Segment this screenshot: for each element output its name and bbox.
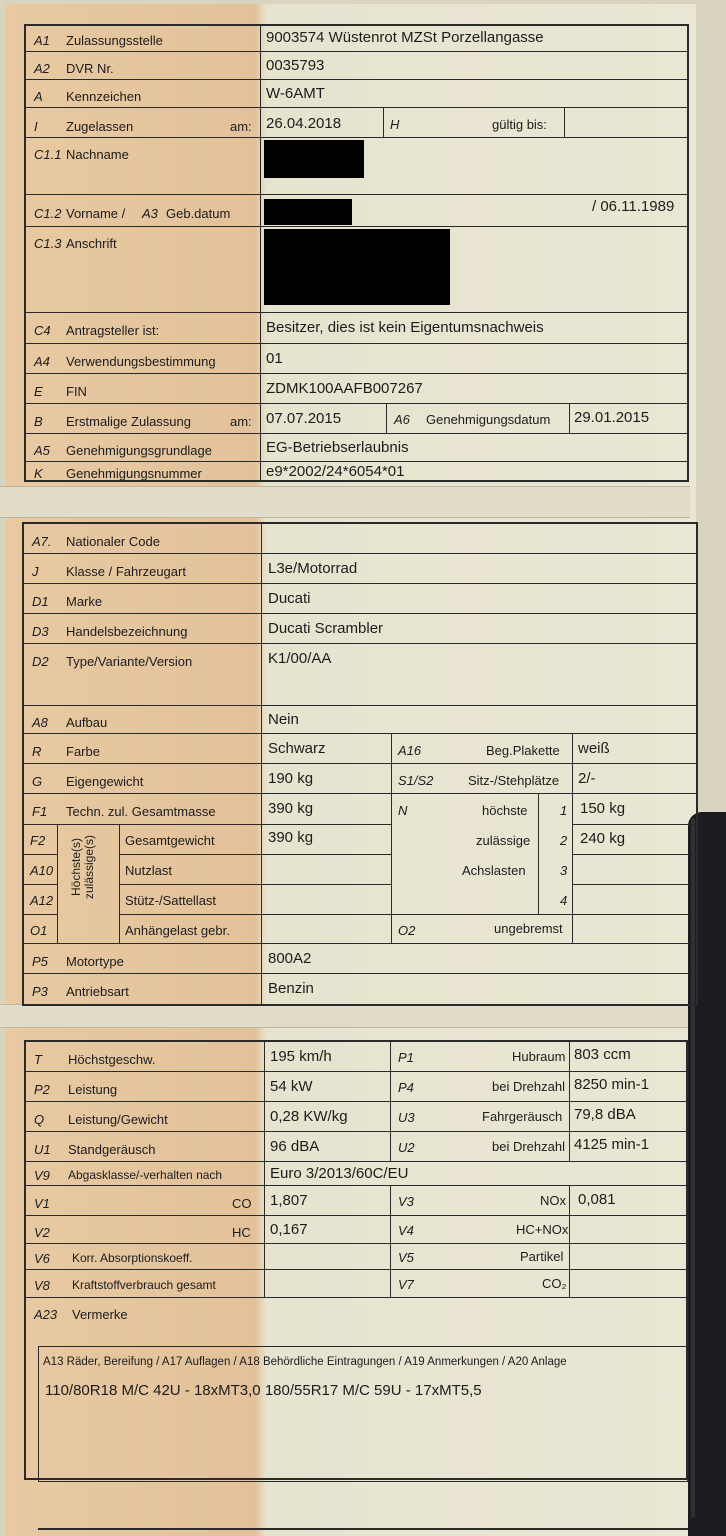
label-anschrift: Anschrift (66, 236, 117, 251)
row-a23 (26, 1298, 686, 1348)
code-c13: C1.3 (34, 236, 62, 251)
code-a7: A7. (32, 534, 52, 549)
vertical-line2: zulässige(s) (82, 834, 96, 900)
axle-2: 2 (560, 833, 568, 848)
value-sitzplaetze: 2/- (578, 770, 596, 787)
vertical-line1: Höchste(s) (69, 838, 83, 897)
row-c12 (26, 195, 687, 227)
value-axle-2: 240 kg (580, 830, 626, 847)
value-zugelassen: 26.04.2018 (266, 115, 342, 132)
paper-fold (0, 486, 690, 518)
code-f1: F1 (32, 804, 48, 819)
axle-1: 1 (560, 803, 568, 818)
value-a13-tyres: 110/80R18 M/C 42U - 18xMT3,0 180/55R17 M/C 59U - 17xMT5,5 (45, 1382, 482, 1399)
row-v9 (26, 1162, 686, 1186)
code-t: T (34, 1052, 42, 1067)
label-drehzahl-u2: bei Drehzahl (492, 1139, 565, 1154)
label-nox: NOx (540, 1193, 566, 1208)
row-r (24, 734, 696, 764)
code-v9: V9 (34, 1168, 50, 1183)
label-klasse: Klasse / Fahrzeugart (66, 564, 186, 579)
code-a23: A23 (34, 1307, 58, 1322)
label-leistung-gewicht: Leistung/Gewicht (68, 1112, 168, 1127)
code-v2: V2 (34, 1225, 50, 1240)
value-genehmigungsgrundlage: EG-Betriebserlaubnis (266, 439, 409, 456)
value-motortype: 800A2 (268, 950, 312, 967)
row-a8 (24, 706, 696, 734)
label-zulassungsstelle: Zulassungsstelle (66, 33, 163, 48)
label-gesamtmasse: Techn. zul. Gesamtmasse (66, 804, 216, 819)
value-genehmigungsdatum: 29.01.2015 (574, 409, 650, 426)
code-h: H (390, 117, 400, 132)
label-gesamtgewicht: Gesamtgewicht (125, 833, 215, 848)
row-u1 (26, 1132, 686, 1162)
code-v1: V1 (34, 1196, 50, 1211)
value-hoechstgeschw: 195 km/h (270, 1048, 332, 1065)
value-farbe: Schwarz (268, 740, 326, 757)
label-anhaengelast: Anhängelast gebr. (125, 923, 230, 938)
section-vehicle-data (22, 522, 698, 1006)
label-vermerke: Vermerke (72, 1307, 128, 1322)
redacted-vorname (264, 199, 352, 225)
label-abgasklasse: Abgasklasse/-verhalten nach (68, 1168, 223, 1182)
code-v3: V3 (398, 1194, 414, 1209)
value-type: K1/00/AA (268, 650, 332, 667)
code-i: I (34, 119, 38, 134)
code-d3: D3 (32, 624, 49, 639)
value-kennzeichen: W-6AMT (266, 85, 325, 102)
code-u3: U3 (398, 1110, 415, 1125)
code-p2: P2 (34, 1082, 50, 1097)
label-co: CO (232, 1196, 252, 1211)
code-a10: A10 (30, 863, 54, 878)
section-a13-remarks (38, 1346, 688, 1482)
label-hoechste-zulaessige (70, 824, 96, 910)
value-hubraum: 803 ccm (574, 1046, 631, 1063)
code-c11: C1.1 (34, 147, 62, 162)
label-dvr: DVR Nr. (66, 61, 114, 76)
row-c11 (26, 138, 687, 195)
code-d2: D2 (32, 654, 49, 669)
value-abgasklasse: Euro 3/2013/60C/EU (270, 1165, 409, 1182)
code-s1s2: S1/S2 (398, 773, 434, 788)
value-klasse: L3e/Motorrad (268, 560, 358, 577)
value-dvr: 0035793 (266, 57, 325, 74)
label-stuetzlast: Stütz-/Sattellast (125, 893, 217, 908)
code-a5: A5 (34, 443, 50, 458)
label-a13-header: A13 Räder, Bereifung / A17 Auflagen / A18 Behördliche Eintragungen / A19 Anmerkungen / A20 Anlage (43, 1356, 567, 1368)
label-hoechste: höchste (482, 803, 528, 818)
code-a: A (34, 89, 43, 104)
label-hoechstgeschw: Höchstgeschw. (68, 1052, 156, 1067)
label-drehzahl-p4: bei Drehzahl (492, 1079, 565, 1094)
code-e: E (34, 384, 43, 399)
code-a4: A4 (34, 354, 50, 369)
code-d1: D1 (32, 594, 49, 609)
row-i (26, 108, 687, 138)
row-a (26, 80, 687, 108)
code-u2: U2 (398, 1140, 415, 1155)
label-antragsteller: Antragsteller ist: (66, 323, 160, 338)
row-b (26, 404, 687, 434)
code-c12: C1.2 (34, 206, 62, 221)
label-zulaessige: zulässige (476, 833, 531, 848)
row-d1 (24, 584, 696, 614)
value-eigengewicht: 190 kg (268, 770, 314, 787)
label-ungebremst: ungebremst (494, 921, 563, 936)
label-erstmalige-zulassung: Erstmalige Zulassung (66, 414, 191, 429)
label-co2: CO₂ (542, 1276, 567, 1291)
code-q: Q (34, 1112, 45, 1127)
code-p1: P1 (398, 1050, 414, 1065)
paper-fold (0, 1004, 690, 1028)
row-t (26, 1042, 686, 1072)
label-vorname: Vorname / (66, 206, 126, 221)
label-genehmigungsdatum: Genehmigungsdatum (426, 412, 551, 427)
label-antriebsart: Antriebsart (66, 984, 129, 999)
code-j: J (32, 564, 39, 579)
label-genehmigungsgrundlage: Genehmigungsgrundlage (66, 443, 212, 458)
code-v8: V8 (34, 1278, 50, 1293)
label-hc: HC (232, 1225, 251, 1240)
row-c4 (26, 313, 687, 344)
row-e (26, 374, 687, 404)
value-handelsbezeichnung: Ducati Scrambler (268, 620, 384, 637)
code-a1: A1 (34, 33, 50, 48)
code-p5: P5 (32, 954, 48, 969)
bottom-rule (38, 1528, 688, 1530)
row-a5 (26, 434, 687, 462)
redacted-anschrift (264, 229, 450, 305)
row-p2 (26, 1072, 686, 1102)
code-o1: O1 (30, 923, 48, 938)
value-verwendung: 01 (266, 350, 283, 367)
row-a7 (24, 524, 696, 554)
value-marke: Ducati (268, 590, 311, 607)
value-beg-plakette: weiß (578, 740, 610, 757)
value-co: 1,807 (270, 1192, 308, 1209)
label-fin: FIN (66, 384, 87, 399)
code-u1: U1 (34, 1142, 51, 1157)
label-beg-plakette: Beg.Plakette (486, 743, 560, 758)
label-hubraum: Hubraum (512, 1049, 566, 1064)
label-kennzeichen: Kennzeichen (66, 89, 142, 104)
value-antragsteller: Besitzer, dies ist kein Eigentumsnachweis (266, 319, 544, 336)
code-a12: A12 (30, 893, 54, 908)
label-partikel: Partikel (520, 1249, 564, 1264)
value-erstmalige-zulassung: 07.07.2015 (266, 410, 342, 427)
code-v7: V7 (398, 1277, 414, 1292)
label-gueltig-bis: gültig bis: (492, 117, 547, 132)
code-f2: F2 (30, 833, 46, 848)
redacted-nachname (264, 140, 364, 178)
label-absorptionskoeff: Korr. Absorptionskoeff. (72, 1251, 193, 1265)
label-gebdatum: Geb.datum (166, 206, 231, 221)
label-marke: Marke (66, 594, 103, 609)
code-a2: A2 (34, 61, 50, 76)
label-zugelassen: Zugelassen (66, 119, 134, 134)
value-standgeraeusch: 96 dBA (270, 1138, 320, 1155)
label-sitzplaetze: Sitz-/Stehplätze (468, 773, 560, 788)
row-d2 (24, 644, 696, 706)
label-handelsbezeichnung: Handelsbezeichnung (66, 624, 188, 639)
row-a4 (26, 344, 687, 374)
row-q (26, 1102, 686, 1132)
row-k (26, 462, 687, 482)
code-c4: C4 (34, 323, 51, 338)
row-a2 (26, 52, 687, 80)
code-v4: V4 (398, 1223, 414, 1238)
code-a3: A3 (142, 206, 158, 221)
value-gesamtmasse: 390 kg (268, 800, 314, 817)
row-p5 (24, 944, 696, 974)
value-drehzahl-p4: 8250 min-1 (574, 1076, 650, 1093)
label-leistung: Leistung (68, 1082, 118, 1097)
row-c13 (26, 227, 687, 313)
row-d3 (24, 614, 696, 644)
code-a16: A16 (398, 743, 422, 758)
label-motortype: Motortype (66, 954, 124, 969)
value-gebdatum: / 06.11.1989 (592, 198, 675, 215)
section-owner-registration (24, 24, 689, 482)
label-nationaler-code: Nationaler Code (66, 534, 160, 549)
axle-3: 3 (560, 863, 568, 878)
row-v6 (26, 1244, 686, 1270)
value-leistung-gewicht: 0,28 KW/kg (270, 1108, 348, 1125)
row-g (24, 764, 696, 794)
code-k: K (34, 466, 43, 481)
label-am-b: am: (230, 414, 252, 429)
label-hc-nox: HC+NOx (516, 1222, 569, 1237)
label-aufbau: Aufbau (66, 715, 108, 730)
label-verwendung: Verwendungsbestimmung (66, 354, 216, 369)
code-n: N (398, 803, 408, 818)
label-farbe: Farbe (66, 744, 100, 759)
label-nachname: Nachname (66, 147, 129, 162)
code-a6: A6 (394, 412, 410, 427)
code-v5: V5 (398, 1250, 414, 1265)
label-nutzlast: Nutzlast (125, 863, 172, 878)
code-g: G (32, 774, 43, 789)
value-antriebsart: Benzin (268, 980, 314, 997)
value-drehzahl-u2: 4125 min-1 (574, 1136, 650, 1153)
row-v8 (26, 1270, 686, 1298)
code-a8: A8 (32, 715, 48, 730)
label-type: Type/Variante/Version (66, 654, 193, 669)
label-achslasten: Achslasten (462, 863, 526, 878)
value-gesamtgewicht: 390 kg (268, 829, 314, 846)
row-j (24, 554, 696, 584)
row-a1 (26, 26, 687, 52)
code-p3: P3 (32, 984, 48, 999)
code-r: R (32, 744, 42, 759)
code-v6: V6 (34, 1251, 50, 1266)
row-p3 (24, 974, 696, 1004)
value-axle-1: 150 kg (580, 800, 626, 817)
value-hc: 0,167 (270, 1221, 308, 1238)
value-fahrgeraeusch: 79,8 dBA (574, 1106, 636, 1123)
label-eigengewicht: Eigengewicht (66, 774, 144, 789)
weights-block (24, 794, 696, 944)
row-v2 (26, 1216, 686, 1244)
code-o2: O2 (398, 923, 416, 938)
code-b: B (34, 414, 43, 429)
axle-4: 4 (560, 893, 568, 908)
value-genehmigungsnummer: e9*2002/24*6054*01 (266, 463, 405, 480)
value-zulassungsstelle: 9003574 Wüstenrot MZSt Porzellangasse (266, 29, 544, 46)
label-kraftstoffverbrauch: Kraftstoffverbrauch gesamt (72, 1278, 216, 1292)
value-aufbau: Nein (268, 711, 299, 728)
value-nox: 0,081 (578, 1191, 616, 1208)
value-fin: ZDMK100AAFB007267 (266, 380, 423, 397)
code-p4: P4 (398, 1080, 414, 1095)
value-leistung: 54 kW (270, 1078, 313, 1095)
label-fahrgeraeusch: Fahrgeräusch (482, 1109, 563, 1124)
label-standgeraeusch: Standgeräusch (68, 1142, 156, 1157)
label-am: am: (230, 119, 252, 134)
label-genehmigungsnummer: Genehmigungsnummer (66, 466, 202, 481)
row-v1 (26, 1186, 686, 1216)
